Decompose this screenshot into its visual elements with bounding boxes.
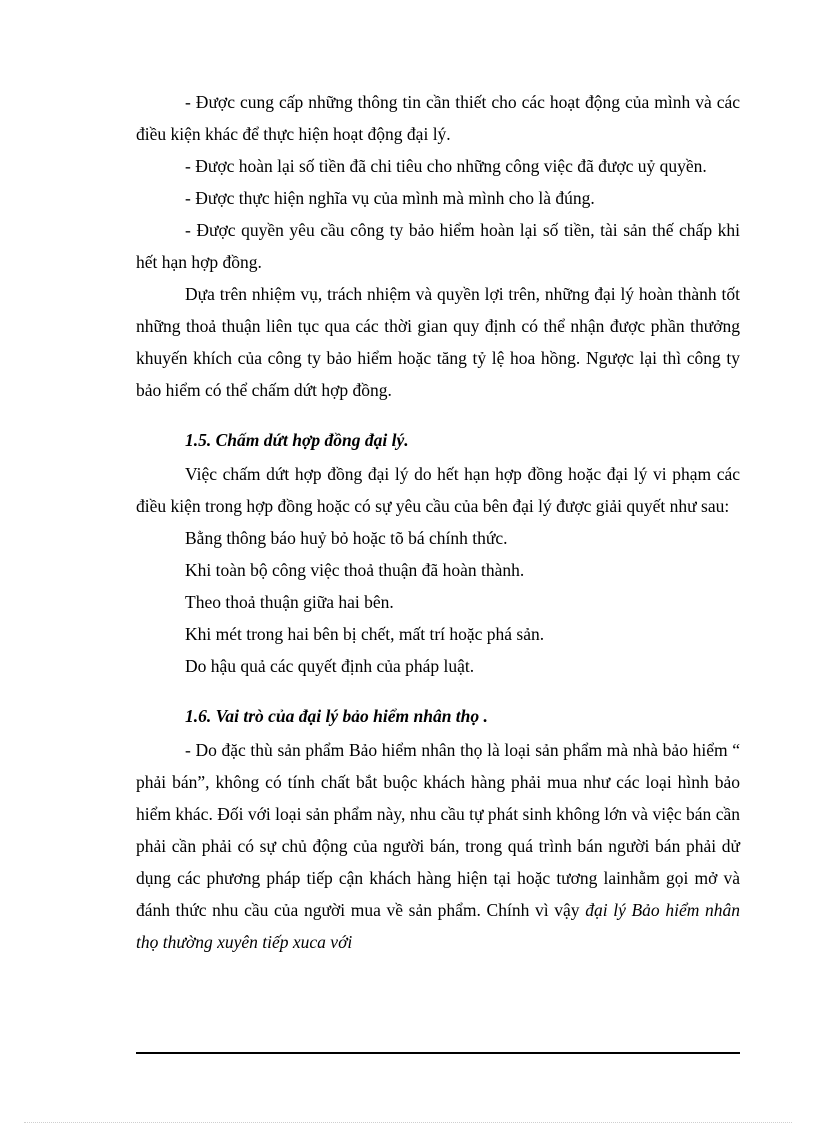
termination-item-5: Do hậu quả các quyết định của pháp luật. <box>185 656 475 676</box>
summary-paragraph: Dựa trên nhiệm vụ, trách nhiệm và quyền lợi trên, những đại lý hoàn thành tốt những thoả thuận liên tục qua các thời gian quy định có thể nhận được phần thưởng khuyến khích của công ty bảo hiểm hoặc tăng tỷ lệ hoa hồng. Ngược lại thì công ty bảo hiểm có thể chấm dứt hợp đồng. <box>136 284 740 400</box>
section-spacer <box>136 406 740 422</box>
role-paragraph-text: - Do đặc thù sản phẩm Bảo hiểm nhân thọ là loại sản phẩm mà nhà bảo hiểm “ phải bán”, không có tính chất bắt buộc khách hàng phải mua như các loại hình bảo hiểm khác. Đối với loại sản phẩm này, nhu cầu tự phát sinh không lớn và việc bán cần phải cần phải có sự chủ động của người bán, trong quá trình bán người bán phải dử dụng các phương pháp tiếp cận khách hàng hiện tại hoặc tương lainhằm gọi mở và đánh thức nhu cầu của người mua về sản phẩm. Chính vì vậy <box>136 740 740 920</box>
role-paragraph <box>136 734 740 958</box>
footer-rule <box>136 1052 740 1054</box>
rights-item-4: - Được quyền yêu cầu công ty bảo hiểm hoàn lại số tiền, tài sản thế chấp khi hết hạn hợp đồng. <box>136 220 740 272</box>
section-spacer <box>136 682 740 698</box>
rights-item-3: - Được thực hiện nghĩa vụ của mình mà mình cho là đúng. <box>185 188 595 208</box>
rights-item-2: - Được hoàn lại số tiền đã chi tiêu cho những công việc đã được uỷ quyền. <box>185 156 707 176</box>
termination-item-3: Theo thoả thuận giữa hai bên. <box>185 592 394 612</box>
section-heading-1-5: 1.5. Chấm dứt hợp đồng đại lý. <box>185 430 409 450</box>
termination-item-1: Bằng thông báo huỷ bỏ hoặc tõ bá chính thức. <box>185 528 508 548</box>
termination-item-2: Khi toàn bộ công việc thoả thuận đã hoàn thành. <box>185 560 525 580</box>
termination-item-4: Khi mét trong hai bên bị chết, mất trí hoặc phá sản. <box>185 624 545 644</box>
document-body <box>136 86 740 958</box>
section-heading-1-6: 1.6. Vai trò của đại lý bảo hiểm nhân thọ . <box>185 706 488 726</box>
role-paragraph-italic-tail: đại lý Bảo hiểm nhân thọ thường xuyên tiếp xuca với <box>136 900 740 952</box>
termination-intro: Việc chấm dứt hợp đồng đại lý do hết hạn hợp đồng hoặc đại lý vi phạm các điều kiện trong hợp đồng hoặc có sự yêu cầu của bên đại lý được giải quyết như sau: <box>136 464 740 516</box>
rights-item-1: - Được cung cấp những thông tin cần thiết cho các hoạt động của mình và các điều kiện khác để thực hiện hoạt động đại lý. <box>136 92 740 144</box>
